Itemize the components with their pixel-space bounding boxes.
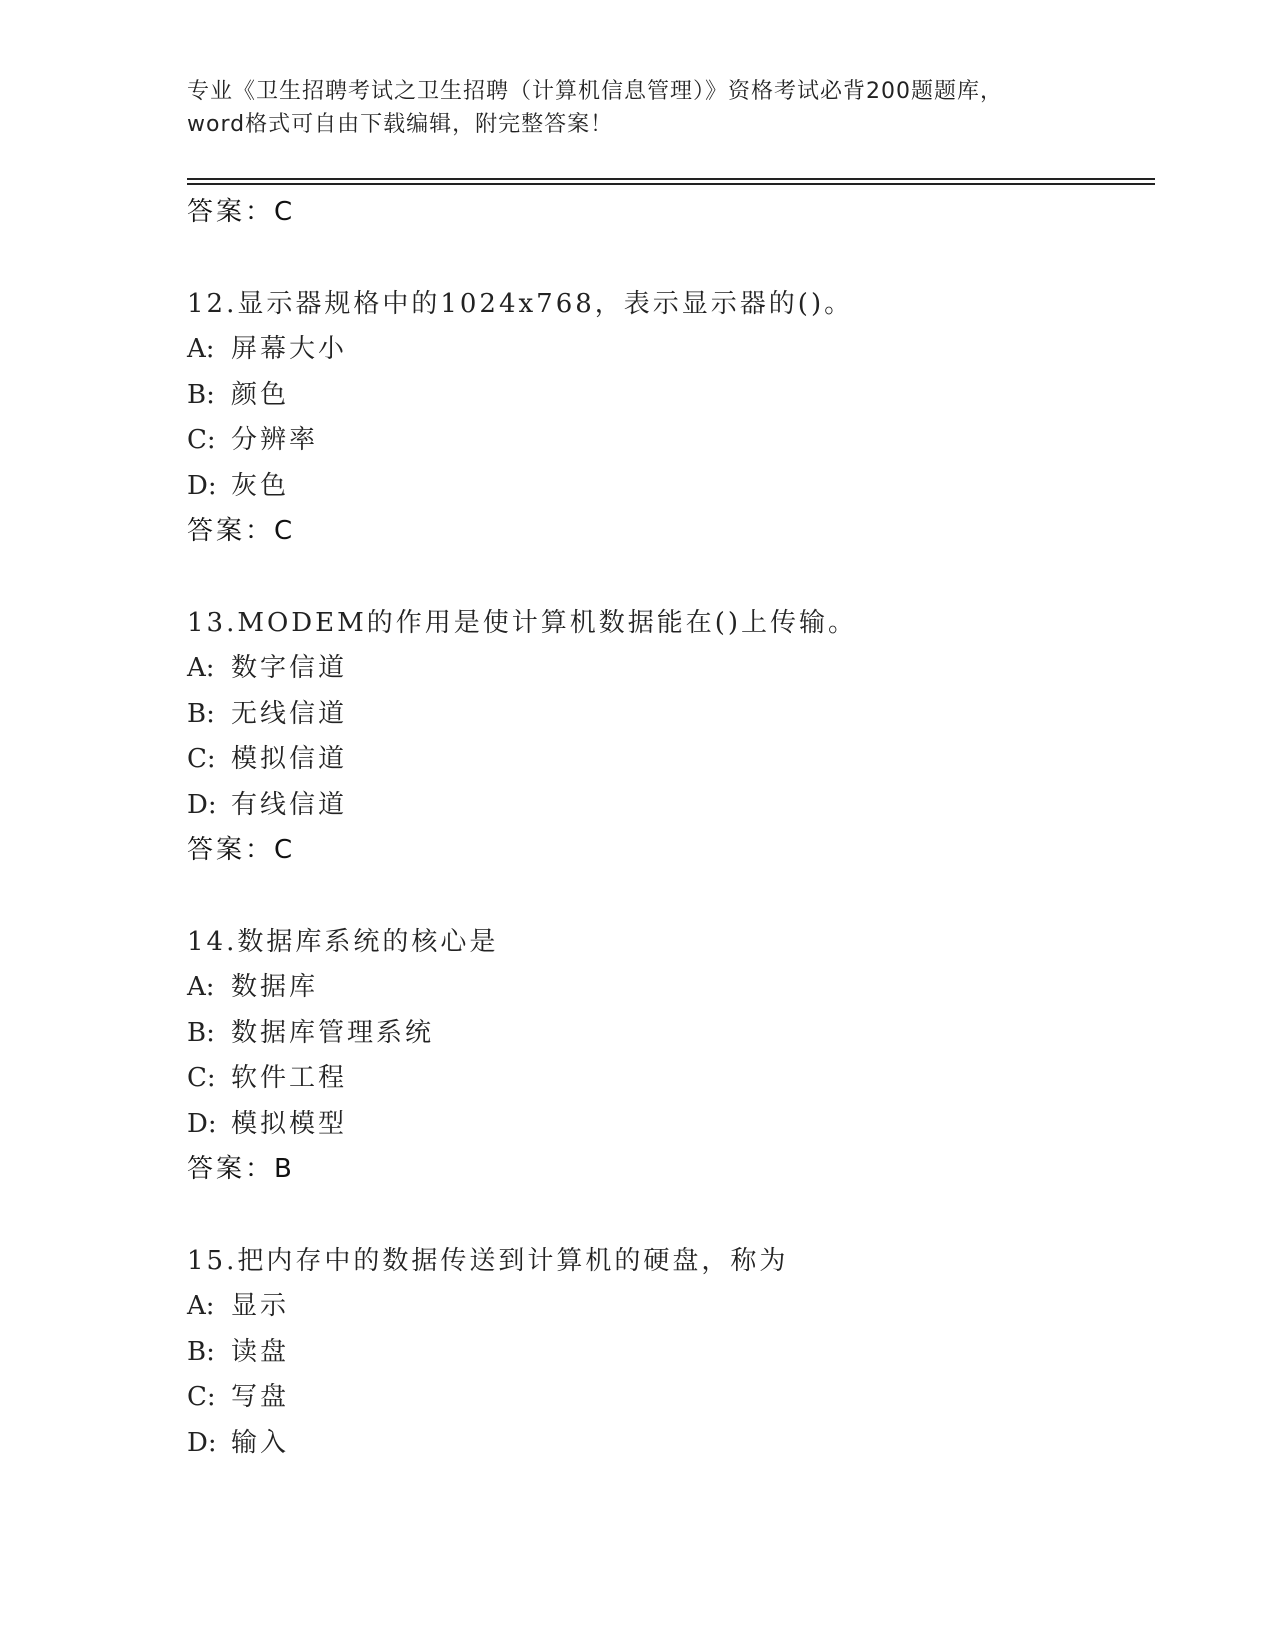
question-stem: 14.数据库系统的核心是 — [187, 927, 499, 957]
option-d — [187, 1421, 1155, 1467]
option-key: D: — [187, 470, 217, 501]
option-key: B: — [187, 379, 215, 410]
question-stem: 15.把内存中的数据传送到计算机的硬盘，称为 — [187, 1246, 789, 1276]
option-d — [187, 464, 1155, 510]
answer-value: C — [274, 516, 294, 546]
document-header — [187, 75, 1087, 141]
option-text: 显示 — [231, 1291, 290, 1321]
option-text: 写盘 — [231, 1382, 290, 1412]
option-text: 颜色 — [231, 379, 290, 410]
option-d — [187, 783, 1155, 829]
question-12 — [187, 281, 1155, 554]
header-line-2: word格式可自由下载编辑，附完整答案！ — [187, 112, 614, 137]
answer-label: 答案： — [187, 516, 275, 546]
option-c — [187, 1375, 1155, 1421]
option-key: A: — [187, 334, 215, 364]
question-14 — [187, 919, 1155, 1192]
answer-line — [187, 509, 1155, 554]
option-text: 数字信道 — [231, 653, 348, 683]
answer-label: 答案： — [187, 1154, 275, 1184]
option-b — [187, 373, 1155, 419]
option-a — [187, 965, 1155, 1011]
option-key: B: — [187, 1017, 215, 1048]
question-list — [187, 190, 1155, 1466]
answer-line — [187, 190, 1155, 235]
option-key: A: — [187, 1291, 215, 1321]
answer-value: C — [274, 835, 294, 865]
option-key: D: — [187, 1427, 217, 1458]
question-13 — [187, 600, 1155, 873]
option-text: 读盘 — [231, 1336, 290, 1367]
option-c — [187, 1056, 1155, 1102]
answer-label: 答案： — [187, 197, 275, 227]
header-rule-bottom — [187, 183, 1155, 185]
option-key: A: — [187, 653, 215, 683]
question-stem: 13.MODEM的作用是使计算机数据能在()上传输。 — [187, 608, 858, 638]
option-key: C: — [187, 1382, 216, 1412]
option-b — [187, 692, 1155, 738]
option-text: 数据库管理系统 — [231, 1017, 435, 1048]
option-text: 模拟信道 — [231, 744, 348, 774]
answer-line — [187, 828, 1155, 873]
option-key: D: — [187, 789, 217, 820]
option-key: C: — [187, 744, 216, 774]
option-c — [187, 737, 1155, 783]
answer-value: B — [274, 1154, 293, 1184]
answer-label: 答案： — [187, 835, 275, 865]
option-key: B: — [187, 698, 215, 729]
option-text: 灰色 — [231, 470, 290, 501]
header-rule-top — [187, 178, 1155, 180]
answer-line — [187, 1147, 1155, 1192]
option-key: B: — [187, 1336, 215, 1367]
option-text: 分辨率 — [231, 425, 319, 455]
option-key: C: — [187, 425, 216, 455]
option-text: 输入 — [231, 1427, 290, 1458]
option-key: D: — [187, 1108, 217, 1139]
option-b — [187, 1330, 1155, 1376]
answer-value: C — [274, 197, 294, 227]
option-key: C: — [187, 1063, 216, 1093]
option-c — [187, 418, 1155, 464]
header-line-1: 专业《卫生招聘考试之卫生招聘（计算机信息管理）》资格考试必背200题题库， — [187, 79, 1003, 104]
option-text: 软件工程 — [231, 1063, 348, 1093]
option-text: 数据库 — [231, 972, 319, 1002]
option-b — [187, 1011, 1155, 1057]
question-stem: 12.显示器规格中的1024x768，表示显示器的()。 — [187, 289, 854, 319]
option-text: 屏幕大小 — [231, 334, 348, 364]
option-text: 无线信道 — [231, 698, 348, 729]
option-d — [187, 1102, 1155, 1148]
option-text: 模拟模型 — [231, 1108, 348, 1139]
option-a — [187, 646, 1155, 692]
option-a — [187, 1284, 1155, 1330]
option-key: A: — [187, 972, 215, 1002]
option-a — [187, 327, 1155, 373]
option-text: 有线信道 — [231, 789, 348, 820]
question-15 — [187, 1238, 1155, 1466]
